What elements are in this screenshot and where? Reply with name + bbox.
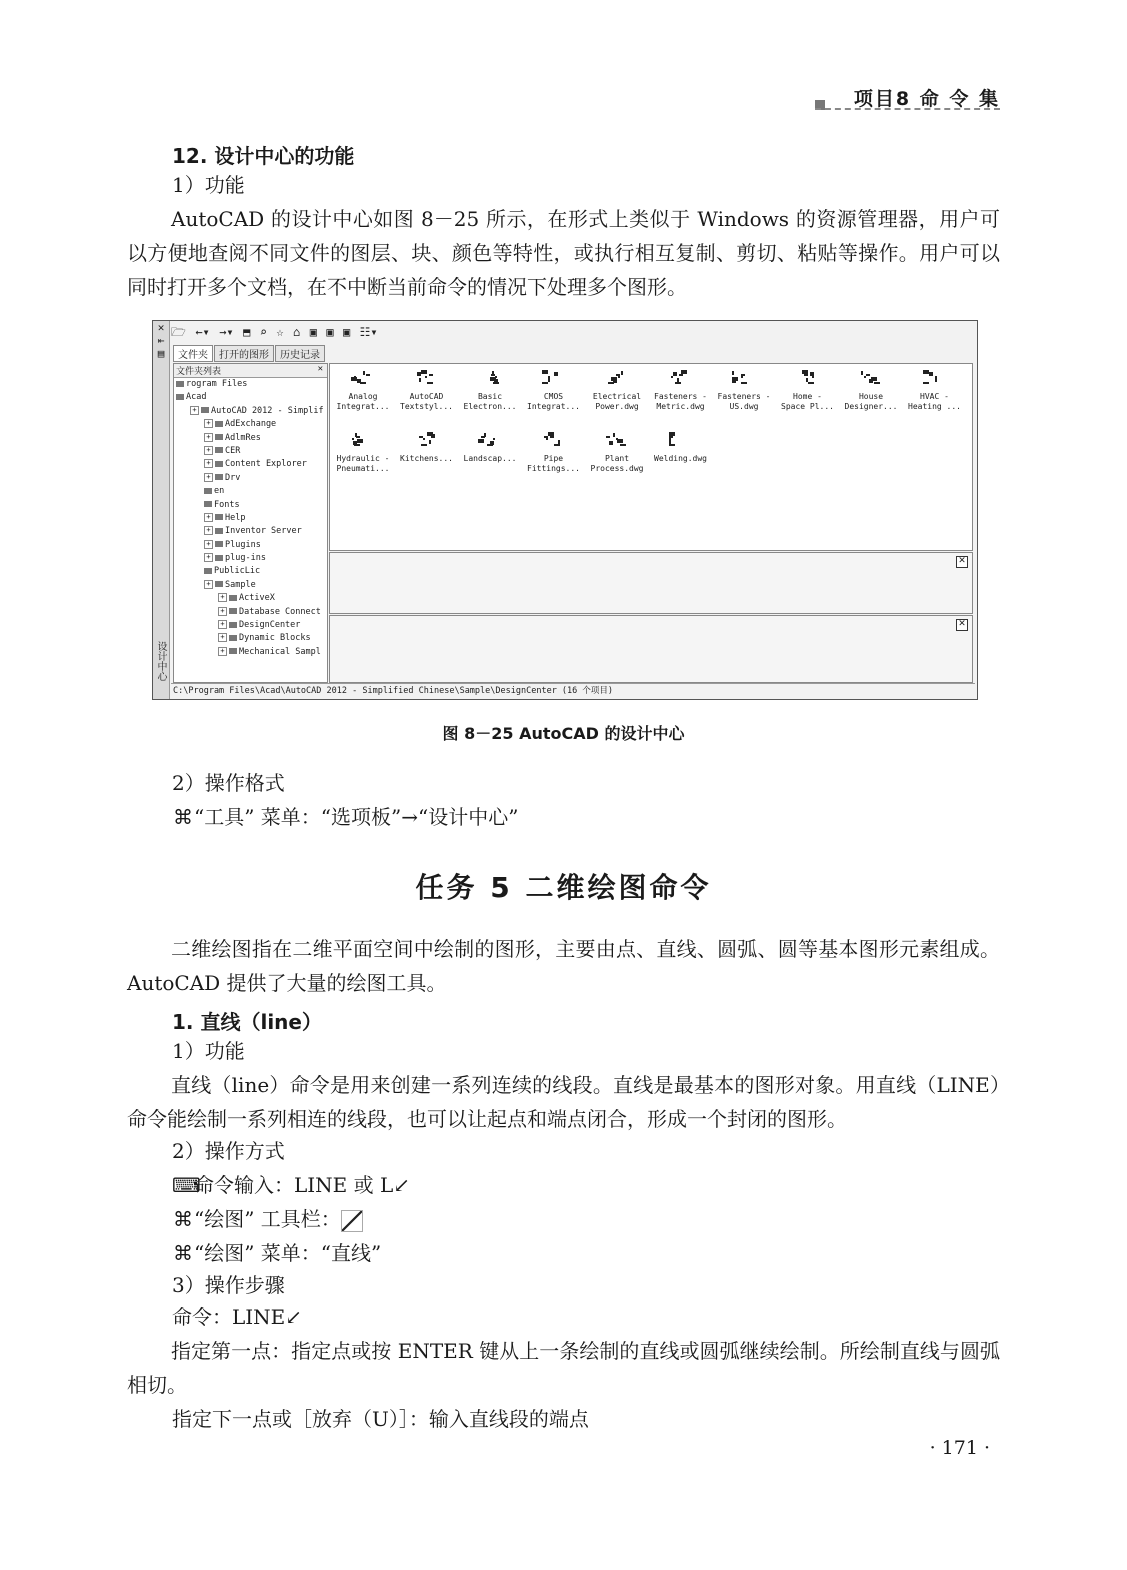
folder-icon [215,461,223,467]
tree-item[interactable] [174,391,327,404]
tree-item[interactable] [174,445,327,458]
page-number: · 171 · [929,1437,990,1459]
drawing-file-label: Electrical [592,392,642,401]
tree-item[interactable] [174,378,327,391]
tree-item[interactable] [174,632,327,645]
tree-item-label: CER [225,445,241,456]
drawing-file-label: House [858,392,884,401]
drawing-file-item[interactable] [396,370,458,412]
section-1-step2: 指定下一点或［放弃（U）］：输入直线段的端点 [172,1407,589,1431]
enter-arrow-icon: ↙ [285,1305,303,1329]
mouse-icon: ⌘ [173,1207,193,1231]
drawing-thumbnail-icon [859,370,883,388]
close-icon[interactable]: ✕ [317,364,323,374]
drawing-file-item[interactable] [650,370,712,412]
tree-item[interactable] [174,472,327,485]
section-1-cmd-line [172,1300,302,1334]
drawing-file-item[interactable] [523,370,585,412]
tree-item-label: Content Explorer [225,459,307,470]
section-1-op2: “绘图” 工具栏： [194,1207,341,1231]
figure-caption: 图 8－25 AutoCAD 的设计中心 [442,724,685,743]
folder-icon [229,595,237,601]
search-icon[interactable]: ⌕ [259,325,267,339]
drawing-thumbnail-icon [669,370,693,388]
drawing-file-label: Power.dwg [595,402,639,411]
views-icon[interactable]: ☷▾ [359,325,378,339]
drawing-file-label: Metric.dwg [656,402,705,411]
autohide-icon[interactable]: ⇤ [157,334,165,347]
expand-icon[interactable]: + [218,647,227,656]
drawing-file-label: Plant [604,454,630,463]
tree-toggle-icon[interactable]: ▣ [309,325,317,339]
drawing-file-label: Analog [348,392,378,401]
folder-list-title: 文件夹列表 [176,367,222,377]
close-icon[interactable]: ✕ [956,619,968,631]
folder-tree [173,363,328,683]
drawing-thumbnail-icon [351,432,375,450]
section-1-op2-line [172,1202,363,1236]
expand-icon[interactable]: + [204,459,213,468]
tree-item[interactable] [174,619,327,632]
section-1-sub2: 2）操作方式 [172,1139,285,1163]
folder-icon [215,514,223,520]
section-12-op1-line [172,800,518,834]
tree-item-label: Dynamic Blocks [239,633,311,644]
drawing-file-label: AutoCAD [409,392,444,401]
folder-icon [201,407,209,413]
tree-item[interactable] [174,552,327,565]
tree-item-label: Inventor Server [225,526,302,537]
up-icon[interactable]: ⬒ [243,325,251,339]
expand-icon[interactable]: + [204,419,213,428]
drawing-file-label: Fasteners - [654,392,707,401]
home-icon[interactable]: ⌂ [293,325,301,339]
folder-icon [204,488,212,494]
tree-item[interactable] [174,579,327,592]
folder-icon [176,394,184,400]
drawing-file-label: Heating ... [908,402,961,411]
section-1-op3: “绘图” 菜单：“直线” [194,1241,382,1265]
drawing-file-label: Pipe [543,454,564,463]
drawing-file-label: Integrat... [336,402,390,411]
expand-icon[interactable]: + [218,620,227,629]
section-1-step1: 指定第一点：指定点或按 ENTER 键从上一条绘制的直线或圆弧继续绘制。所绘制直线与圆弧相切。 [127,1339,1000,1397]
tree-item[interactable] [174,565,327,578]
drawing-file-label: Basic [477,392,503,401]
description-pane [329,615,973,683]
tree-item-label: AdlmRes [225,432,261,443]
folder-icon [215,528,223,534]
expand-icon[interactable]: + [204,446,213,455]
tree-item[interactable] [174,432,327,445]
drawing-file-label: Welding.dwg [654,454,707,463]
drawing-thumbnail-icon [605,432,629,450]
tree-item-label: Help [225,512,246,523]
palette-title: 设计中心 [155,641,166,681]
design-center-screenshot [152,320,978,700]
drawing-file-item[interactable] [650,432,712,464]
drawing-file-item[interactable] [332,370,394,412]
drawing-file-label: Home - [793,392,822,401]
toolbar [171,323,971,343]
folder-icon [215,474,223,480]
drawing-file-label: Textstyl... [400,402,453,411]
drawing-file-label: Fittings... [527,464,580,473]
drawing-file-label: Integrat... [527,402,580,411]
close-icon[interactable]: ✕ [157,321,165,334]
tree-item-label: DesignCenter [239,620,301,631]
expand-icon[interactable]: + [204,473,213,482]
section-12-op1: “工具” 菜单：“选项板”→“设计中心” [194,805,519,829]
expand-icon[interactable]: + [204,540,213,549]
folder-icon [229,635,237,641]
expand-icon[interactable]: + [204,513,213,522]
line-tool-icon [341,1210,363,1232]
task-5-title: 任务 5 二维绘图命令 [415,871,712,904]
enter-arrow-icon: ↙ [393,1173,411,1197]
folder-icon [176,381,184,387]
drawing-file-label: Hydraulic - [336,454,390,463]
folder-icon [204,501,212,507]
drawing-file-label: Space Pl... [781,402,834,411]
task-5-paragraph: 二维绘图指在二维平面空间中绘制的图形，主要由点、直线、圆弧、圆等基本图形元素组成。AutoCAD 提供了大量的绘图工具。 [127,937,1000,995]
status-bar: C:\Program Files\Acad\AutoCAD 2012 - Simplified Chinese\Sample\DesignCenter (16 个项目) [171,683,975,697]
section-1-title: 1. 直线（line） [172,1010,322,1034]
drawing-file-item[interactable] [332,432,394,474]
folder-icon [215,541,223,547]
folder-icon [215,434,223,440]
folder-icon [215,447,223,453]
tree-item[interactable] [174,418,327,431]
drawing-file-label: Process.dwg [590,464,644,473]
tree-item[interactable] [174,539,327,552]
tree-item-label: Mechanical Sampl [239,646,321,657]
drawing-thumbnail-icon [542,432,566,450]
tree-item[interactable] [174,646,327,659]
section-12-title: 12. 设计中心的功能 [172,144,355,168]
section-1-paragraph: 直线（line）命令是用来创建一系列连续的线段。直线是最基本的图形对象。用直线（LINE）命令能绘制一系列相连的线段，也可以让起点和端点闭合，形成一个封闭的图形。 [127,1073,1000,1131]
tree-item[interactable] [174,525,327,538]
folder-icon [204,568,212,574]
preview-pane [329,552,973,614]
folder-list-header [174,364,327,378]
expand-icon[interactable]: + [204,526,213,535]
tree-item-label: ActiveX [239,593,275,604]
close-icon[interactable]: ✕ [956,556,968,568]
tab-open-drawings[interactable]: 打开的图形 [214,345,274,362]
tree-item-label: Database Connect [239,606,321,617]
section-12-sub1: 1）功能 [172,173,245,197]
section-1-op3-line [172,1236,381,1270]
tree-item[interactable] [174,499,327,512]
section-1-sub1: 1）功能 [172,1039,245,1063]
tree-item-label: Fonts [214,499,240,510]
mouse-icon: ⌘ [173,805,193,829]
drawing-file-label: Electron... [463,402,517,411]
drawing-file-label: Landscap... [463,454,517,463]
tree-item-label: Plugins [225,539,261,550]
load-icon[interactable]: 🗁 [171,325,186,339]
drawing-file-item[interactable] [459,370,521,412]
tab-folders[interactable]: 文件夹 [173,345,213,362]
section-12-paragraph: AutoCAD 的设计中心如图 8－25 所示，在形式上类似于 Windows 的资源管理器，用户可以方便地查阅不同文件的图层、块、颜色等特性，或执行相互复制、剪切、粘贴等操作。用户可以同时打开多个文档，在不中断当前命令的情况下处理多个图形。 [127,207,1000,299]
preview-icon[interactable]: ▣ [326,325,334,339]
tree-item[interactable] [174,512,327,525]
tab-history[interactable]: 历史记录 [275,345,325,362]
folder-icon [229,608,237,614]
drawing-thumbnail-icon [415,370,439,388]
expand-icon[interactable]: + [204,553,213,562]
tab-bar [173,345,326,361]
tree-item-label: en [214,486,225,497]
drawing-thumbnail-icon [669,432,693,450]
header-rule [815,108,1000,110]
tree-item[interactable] [174,485,327,498]
drawing-file-label: US.dwg [729,402,759,411]
drawing-file-item[interactable] [586,370,648,412]
drawing-thumbnail-icon [796,370,820,388]
drawing-thumbnail-icon [415,432,439,450]
expand-icon[interactable]: + [204,433,213,442]
tree-item[interactable] [174,458,327,471]
folder-icon [229,622,237,628]
expand-icon[interactable]: + [218,607,227,616]
folder-icon [215,421,223,427]
tree-item-label: Acad [186,392,207,403]
drawing-file-label: HVAC - [920,392,949,401]
expand-icon[interactable]: + [218,633,227,642]
drawing-thumbnail-icon [542,370,566,388]
drawing-thumbnail-icon [478,432,502,450]
tree-item-label: AutoCAD 2012 - Simplif [211,405,324,416]
drawing-file-label: Designer... [844,402,898,411]
expand-icon[interactable]: + [190,406,199,415]
tree-item[interactable] [174,606,327,619]
section-1-sub3: 3）操作步骤 [172,1273,285,1297]
tree-item-label: plug-ins [225,553,266,564]
favorites-icon[interactable]: ☆ [276,325,284,339]
section-12-sub2: 2）操作格式 [172,771,285,795]
drawing-file-item[interactable] [459,432,521,464]
tree-item-label: Sample [225,579,256,590]
drawing-file-item[interactable] [777,370,839,412]
tree-item-label: PublicLic [214,566,261,577]
drawing-thumbnail-icon [923,370,947,388]
tree-item-label: rogram Files [186,379,248,389]
drawing-thumbnail-icon [351,370,375,388]
section-1-op1: 命令输入：LINE 或 L [194,1173,394,1197]
section-1-op1-line [172,1168,410,1202]
tree-item-label: Drv [225,472,241,483]
folder-icon [229,648,237,654]
tree-item-label: AdExchange [225,419,277,430]
folder-icon [215,555,223,561]
drawing-thumbnail-icon [478,370,502,388]
drawing-file-item[interactable] [713,370,775,412]
mouse-icon: ⌘ [173,1241,193,1265]
drawing-thumbnail-icon [605,370,629,388]
drawing-file-item[interactable] [396,432,458,464]
drawing-file-item[interactable] [840,370,902,412]
tree-item[interactable] [174,592,327,605]
section-1-cmd: 命令：LINE [172,1305,286,1329]
description-icon[interactable]: ▣ [343,325,351,339]
drawing-thumbnail-icon [732,370,756,388]
keyboard-icon: ⌨ [172,1173,201,1197]
tree-list [174,378,327,659]
properties-icon[interactable]: ▤ [157,347,165,360]
content-area [329,363,973,551]
forward-icon[interactable]: →▾ [219,325,234,339]
back-icon[interactable]: ←▾ [195,325,210,339]
drawing-file-item[interactable] [904,370,966,412]
drawing-file-label: Kitchens... [400,454,453,463]
running-header: 项目8 命 令 集 [853,88,1000,110]
tree-item[interactable] [174,405,327,418]
expand-icon[interactable]: + [218,593,227,602]
expand-icon[interactable]: + [204,580,213,589]
folder-icon [215,581,223,587]
drawing-file-label: Pneumati... [336,464,390,473]
drawing-file-item[interactable] [586,432,648,474]
drawing-file-item[interactable] [523,432,585,474]
drawing-file-label: Fasteners - [717,392,771,401]
drawing-file-label: CMOS [543,392,564,401]
palette-side-bar [153,321,170,699]
